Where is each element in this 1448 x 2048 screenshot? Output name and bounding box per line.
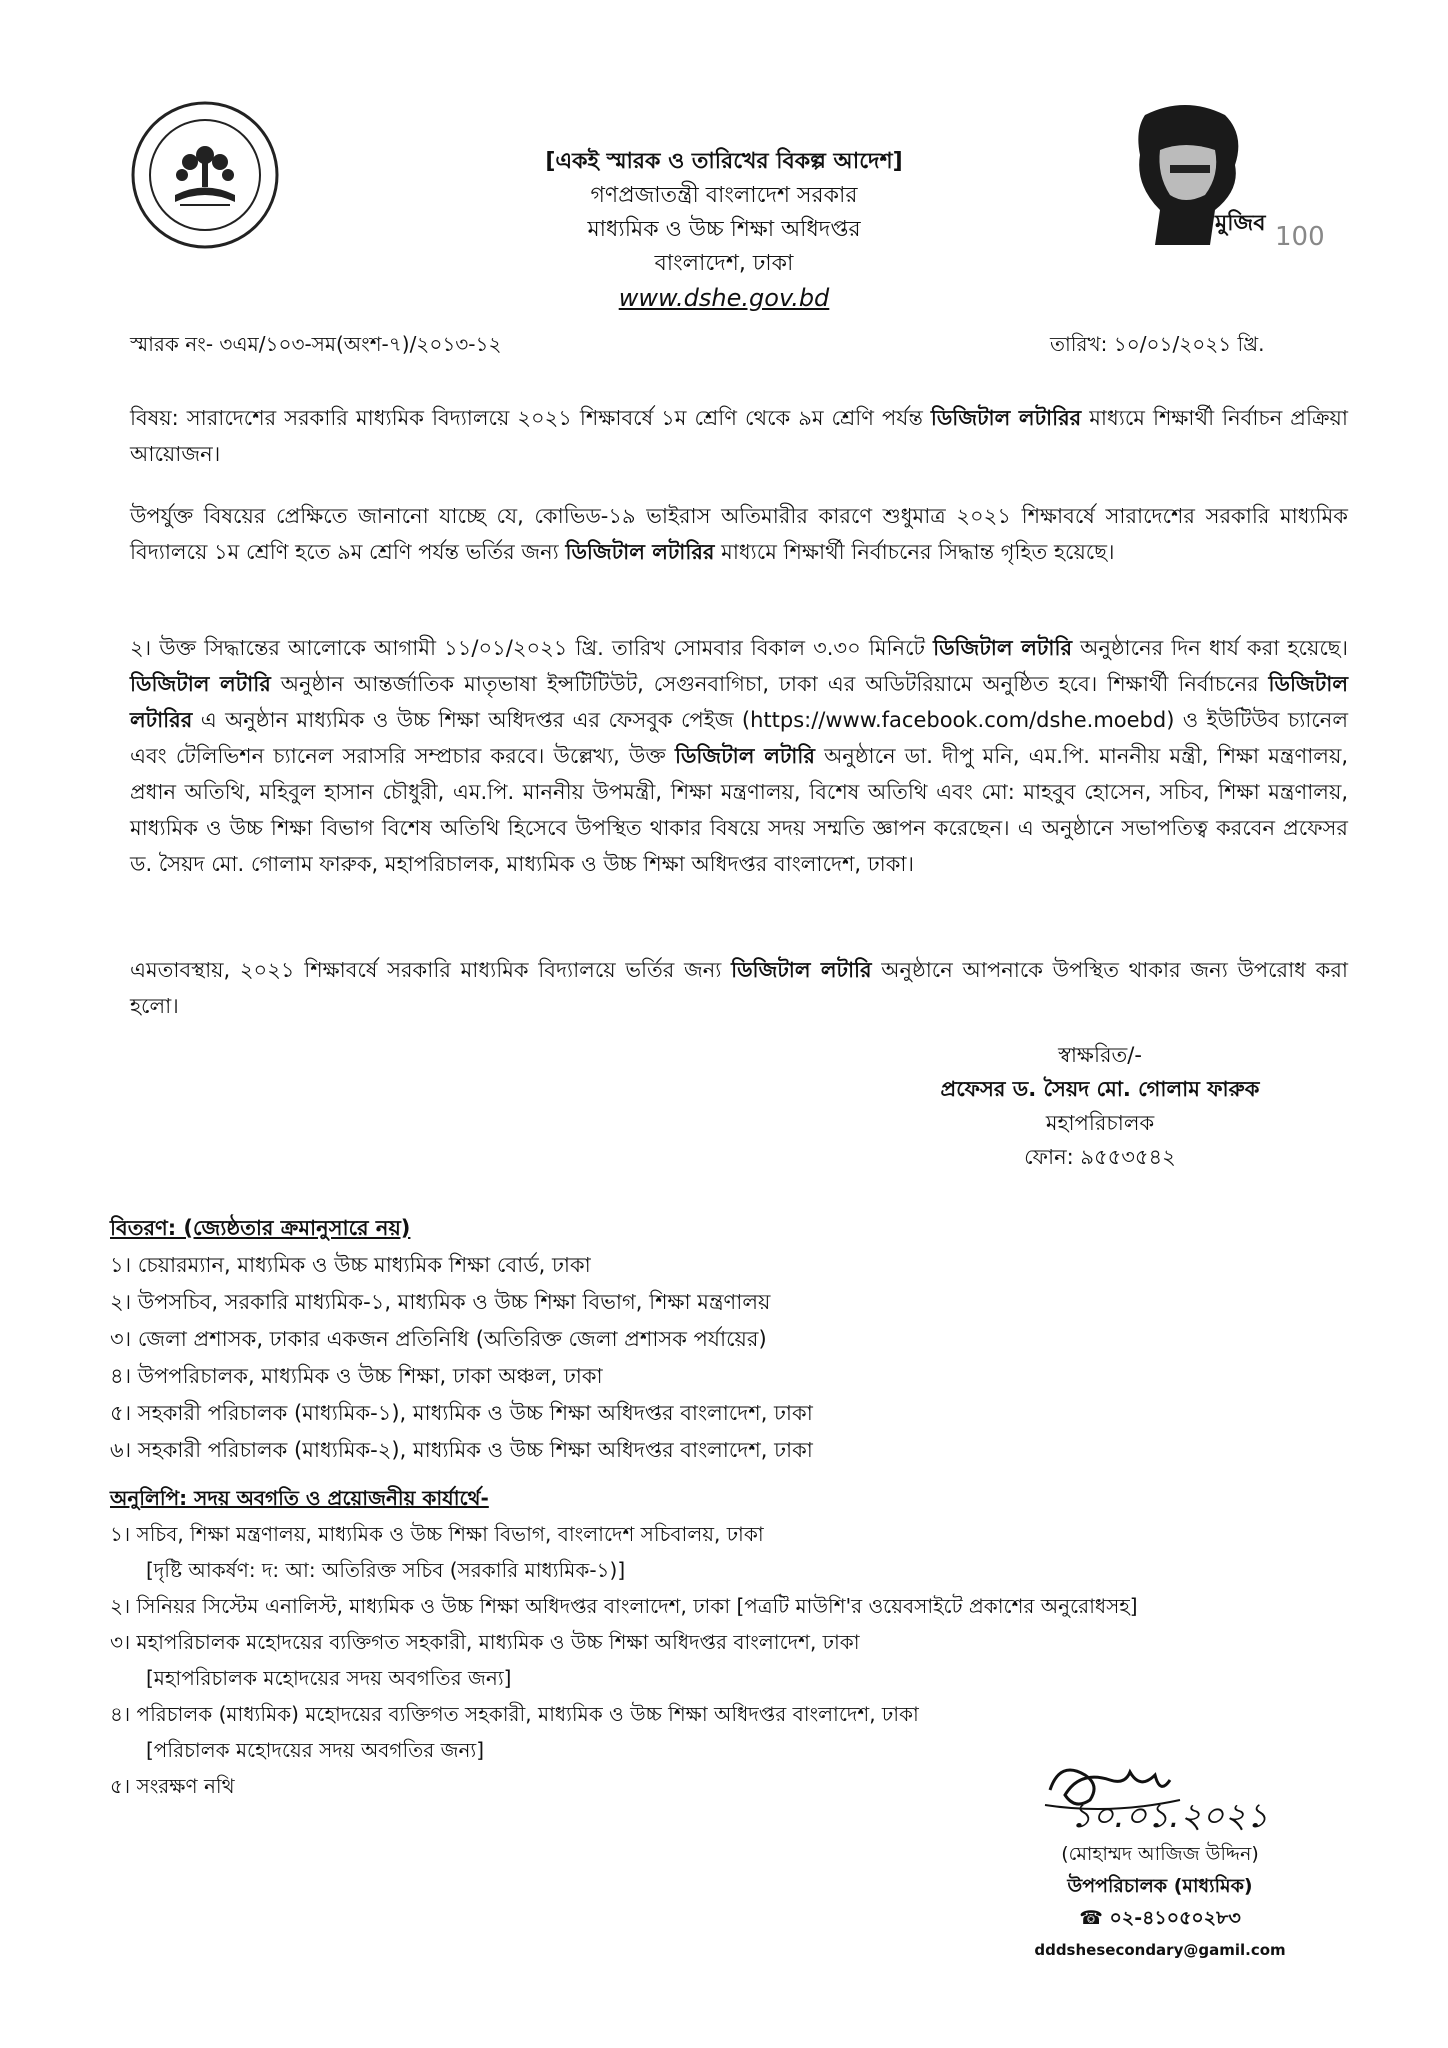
list-item: ১। চেয়ারম্যান, মাধ্যমিক ও উচ্চ মাধ্যমিক শিক্ষা বোর্ড, ঢাকা	[110, 1253, 591, 1277]
order-note: [একই স্মারক ও তারিখের বিকল্প আদেশ]	[545, 149, 903, 174]
copy-list	[110, 1480, 1138, 1804]
para1-bold: ডিজিটাল লটারির	[565, 540, 715, 564]
para1-text-2: মাধ্যমে শিক্ষার্থী নির্বাচনের সিদ্ধান্ত গৃহিত হয়েছে।	[714, 540, 1115, 564]
paragraph-2	[130, 630, 1348, 882]
para2-bold-2: ডিজিটাল লটারি	[130, 672, 271, 696]
list-item: ৪। উপপরিচালক, মাধ্যমিক ও উচ্চ শিক্ষা, ঢাকা অঞ্চল, ঢাকা	[110, 1364, 603, 1388]
signatory-name: প্রফেসর ড. সৈয়দ মো. গোলাম ফারুক	[940, 1077, 1260, 1101]
signature-block	[880, 1038, 1320, 1174]
list-item-note: [পরিচালক মহোদয়ের সদয় অবগতির জন্য]	[146, 1738, 485, 1762]
subject-line	[130, 400, 1348, 472]
right-logo	[1115, 95, 1335, 255]
portrait-emblem	[1115, 95, 1335, 255]
footer-email[interactable]: dddshesecondary@gamil.com	[1034, 1941, 1286, 1959]
handwritten-date: ১০.০১.২০২১	[1070, 1796, 1269, 1836]
government-name: গণপ্রজাতন্ত্রী বাংলাদেশ সরকার	[590, 183, 858, 208]
list-item: ২। সিনিয়র সিস্টেম এনালিস্ট, মাধ্যমিক ও উচ্চ শিক্ষা অধিদপ্তর বাংলাদেশ, ঢাকা [পত্রটি মাউশি'র ওয়েবসাইটে প্রকাশের অনুরোধসহ]	[110, 1594, 1138, 1618]
list-item: ৫। সহকারী পরিচালক (মাধ্যমিক-১), মাধ্যমিক ও উচ্চ শিক্ষা অধিদপ্তর বাংলাদেশ, ঢাকা	[110, 1401, 813, 1425]
footer-signatory-name: (মোহাম্মদ আজিজ উদ্দিন)	[1061, 1843, 1259, 1865]
footer-signature-block	[1010, 1838, 1310, 1966]
list-item: ১। সচিব, শিক্ষা মন্ত্রণালয়, মাধ্যমিক ও উচ্চ শিক্ষা বিভাগ, বাংলাদেশ সচিবালয়, ঢাকা	[110, 1522, 764, 1546]
footer-signatory-title: উপপরিচালক (মাধ্যমিক)	[1067, 1875, 1253, 1897]
para2-text-2: অনুষ্ঠানের দিন ধার্য করা হয়েছে।	[1072, 636, 1348, 660]
signatory-title: মহাপরিচালক	[1045, 1111, 1155, 1135]
footer-phone	[1010, 1902, 1310, 1934]
para2-bold-4: ডিজিটাল লটারি	[674, 744, 815, 768]
para2-text-1: ২। উক্ত সিদ্ধান্তের আলোকে আগামী ১১/০১/২০২১ খ্রি. তারিখ সোমবার বিকাল ৩.৩০ মিনিটে	[130, 636, 934, 660]
document-header	[424, 145, 1024, 315]
para1-text-1: উপর্যুক্ত বিষয়ের প্রেক্ষিতে জানানো যাচ্ছে যে, কোভিড-১৯ ভাইরাস অতিমারীর কারণে শুধুমাত্র ২০২১ শিক্ষাবর্ষে সারাদেশের সরকারি মাধ্যমিক বিদ্যালয়ে ১ম শ্রেণি হতে ৯ম শ্রেণি পর্যন্ত ভর্তির জন্য	[130, 504, 1348, 564]
paragraph-1	[130, 498, 1348, 570]
list-item-note: [দৃষ্টি আকর্ষণ: দ: আ: অতিরিক্ত সচিব (সরকারি মাধ্যমিক-১)]	[146, 1558, 626, 1582]
list-item: ৩। জেলা প্রশাসক, ঢাকার একজন প্রতিনিধি (অতিরিক্ত জেলা প্রশাসক পর্যায়ের)	[110, 1327, 767, 1351]
list-item-note: [মহাপরিচালক মহোদয়ের সদয় অবগতির জন্য]	[146, 1666, 512, 1690]
signed-mark: স্বাক্ষরিত/-	[1058, 1043, 1142, 1067]
list-item: ৪। পরিচালক (মাধ্যমিক) মহোদয়ের ব্যক্তিগত সহকারী, মাধ্যমিক ও উচ্চ শিক্ষা অধিদপ্তর বাংলাদেশ, ঢাকা	[110, 1702, 919, 1726]
list-item: ৩। মহাপরিচালক মহোদয়ের ব্যক্তিগত সহকারী, মাধ্যমিক ও উচ্চ শিক্ষা অধিদপ্তর বাংলাদেশ, ঢাকা	[110, 1630, 860, 1654]
copy-heading: অনুলিপি: সদয় অবগতি ও প্রয়োজনীয় কার্যার্থে-	[110, 1486, 489, 1510]
department-name: মাধ্যমিক ও উচ্চ শিক্ষা অধিদপ্তর	[587, 217, 861, 242]
phone-icon: ☎	[1079, 1907, 1103, 1929]
para2-bold-1: ডিজিটাল লটারি	[933, 636, 1073, 660]
list-item: ৬। সহকারী পরিচালক (মাধ্যমিক-২), মাধ্যমিক ও উচ্চ শিক্ষা অধিদপ্তর বাংলাদেশ, ঢাকা	[110, 1438, 813, 1462]
subject-text-1: বিষয়: সারাদেশের সরকারি মাধ্যমিক বিদ্যালয়ে ২০২১ শিক্ষাবর্ষে ১ম শ্রেণি থেকে ৯ম শ্রেণি পর্যন্ত	[130, 406, 931, 430]
footer-phone-number: ০২-৪১০৫০২৮৩	[1109, 1907, 1241, 1929]
subject-text-2: মাধ্যমে শিক্ষার্থী নির্বাচন প্রক্রিয়া আয়োজন।	[130, 406, 1348, 466]
website-link[interactable]: www.dshe.gov.bd	[618, 284, 830, 312]
para3-bold: ডিজিটাল লটারি	[731, 958, 872, 982]
memo-date: তারিখ: ১০/০১/২০২১ খ্রি.	[1050, 332, 1265, 356]
para2-text-3: অনুষ্ঠান আন্তর্জাতিক মাতৃভাষা ইন্সটিটিউট, সেগুনবাগিচা, ঢাকা এর অডিটরিয়ামে অনুষ্ঠিত হবে। শিক্ষার্থী নির্বাচনের	[270, 672, 1269, 696]
para2-bold-3: ডিজিটাল লটারির	[130, 672, 1348, 732]
list-item: ৫। সংরক্ষণ নথি	[110, 1774, 235, 1798]
para3-text-1: এমতাবস্থায়, ২০২১ শিক্ষাবর্ষে সরকারি মাধ্যমিক বিদ্যালয়ে ভর্তির জন্য	[130, 958, 732, 982]
paragraph-3	[130, 952, 1348, 1024]
list-item: ২। উপসচিব, সরকারি মাধ্যমিক-১, মাধ্যমিক ও উচ্চ শিক্ষা বিভাগ, শিক্ষা মন্ত্রণালয়	[110, 1290, 771, 1314]
para2-text-5: অনুষ্ঠানে ডা. দীপু মনি, এম.পি. মাননীয় মন্ত্রী, শিক্ষা মন্ত্রণালয়, প্রধান অতিথি, মহিবুল হাসান চৌধুরী, এম.পি. মাননীয় উপমন্ত্রী, শিক্ষা মন্ত্রণালয়, বিশেষ অতিথি এবং মো: মাহবুব হোসেন, সচিব, শিক্ষা মন্ত্রণালয়, মাধ্যমিক ও উচ্চ শিক্ষা বিভাগ বিশেষ অতিথি হিসেবে উপস্থিত থাকার বিষয়ে সদয় সম্মতি জ্ঞাপন করেছেন। এ অনুষ্ঠানে সভাপতিত্ব করবেন প্রফেসর ড. সৈয়দ মো. গোলাম ফারুক, মহাপরিচালক, মাধ্যমিক ও উচ্চ শিক্ষা অধিদপ্তর বাংলাদেশ, ঢাকা।	[130, 744, 1348, 876]
left-logo	[130, 100, 280, 250]
distribution-list	[110, 1210, 813, 1469]
left-logo-emblem	[130, 100, 280, 250]
department-location: বাংলাদেশ, ঢাকা	[654, 251, 794, 276]
signatory-phone: ফোন: ৯৫৫৩৫৪২	[1024, 1145, 1176, 1169]
svg-text:মুজিব: মুজিব	[1215, 211, 1266, 236]
memo-number: স্মারক নং- ৩এম/১০৩-সম(অংশ-৭)/২০১৩-১২	[130, 332, 502, 356]
subject-bold: ডিজিটাল লটারির	[930, 406, 1082, 430]
para2-text-4: এ অনুষ্ঠান মাধ্যমিক ও উচ্চ শিক্ষা অধিদপ্তর এর ফেসবুক পেইজ (https://www.facebook.com/dshe.moebd) ও ইউটিউব চ্যানেল এবং টেলিভিশন চ্যানেল সরাসরি সম্প্রচার করবে। উল্লেখ্য, উক্ত	[130, 708, 1348, 768]
para3-text-2: অনুষ্ঠানে আপনাকে উপস্থিত থাকার জন্য উপরোধ করা হলো।	[130, 958, 1348, 1018]
distribution-heading: বিতরণ: (জ্যেষ্ঠতার ক্রমানুসারে নয়)	[110, 1216, 411, 1240]
svg-text:100: 100	[1275, 222, 1325, 252]
